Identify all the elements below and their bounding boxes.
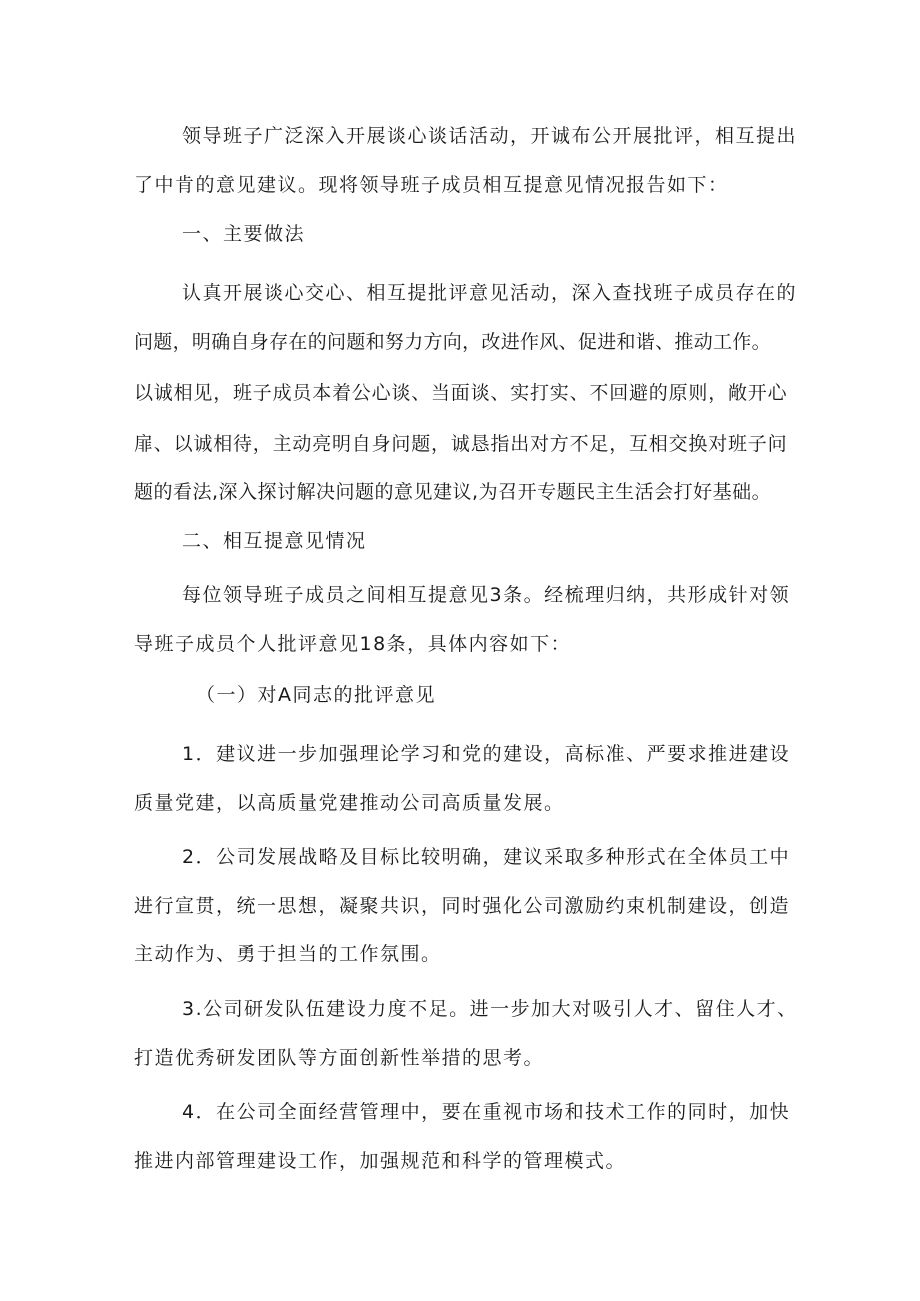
section-1-line-2: 问题，明确自身存在的问题和努力方向，改进作风、促进和谐、推动工作。 [134,331,771,353]
item-2-line-1: 2．公司发展战略及目标比较明确，建议采取多种形式在全体员工中 [182,846,791,868]
item-3-line-2: 打造优秀研发团队等方面创新性举措的思考。 [134,1047,545,1069]
item-1-line-2: 质量党建，以高质量党建推动公司高质量发展。 [134,792,565,814]
section-1-line-1: 认真开展谈心交心、相互提批评意见活动，深入查找班子成员存在的 [182,282,798,304]
section-1-heading: 一、主要做法 [182,223,306,245]
intro-line-1: 领导班子广泛深入开展谈心谈话活动，开诚布公开展批评，相互提出 [182,125,798,147]
item-3-line-1: 3.公司研发队伍建设力度不足。进一步加大对吸引人才、留住人才、 [182,998,798,1020]
section-2-line-1: 每位领导班子成员之间相互提意见3条。经梳理归纳，共形成针对领 [182,584,791,606]
section-2-heading: 二、相互提意见情况 [182,530,367,552]
item-4-line-1: 4．在公司全面经营管理中，要在重视市场和技术工作的同时，加快 [182,1101,791,1123]
subsection-heading: （一）对A同志的批评意见 [196,684,436,706]
item-2-line-3: 主动作为、勇于担当的工作氛围。 [134,943,442,965]
section-2-line-2: 导班子成员个人批评意见18条，具体内容如下： [134,633,572,655]
section-1-line-3: 以诚相见，班子成员本着公心谈、当面谈、实打实、不回避的原则，敞开心 [134,382,788,404]
intro-line-2: 了中肯的意见建议。现将领导班子成员相互提意见情况报告如下： [134,174,729,196]
item-1-line-1: 1．建议进一步加强理论学习和党的建设，高标准、严要求推进建设 [182,743,791,765]
section-1-line-4: 扉、以诚相待，主动亮明自身问题，诚恳指出对方不足，互相交换对班子问 [134,433,788,455]
item-4-line-2: 推进内部管理建设工作，加强规范和科学的管理模式。 [134,1150,627,1172]
item-2-line-2: 进行宣贯，统一思想，凝聚共识，同时强化公司激励约束机制建设，创造 [134,895,791,917]
section-1-line-5: 题的看法,深入探讨解决问题的意见建议,为召开专题民主生活会打好基础。 [134,481,772,503]
